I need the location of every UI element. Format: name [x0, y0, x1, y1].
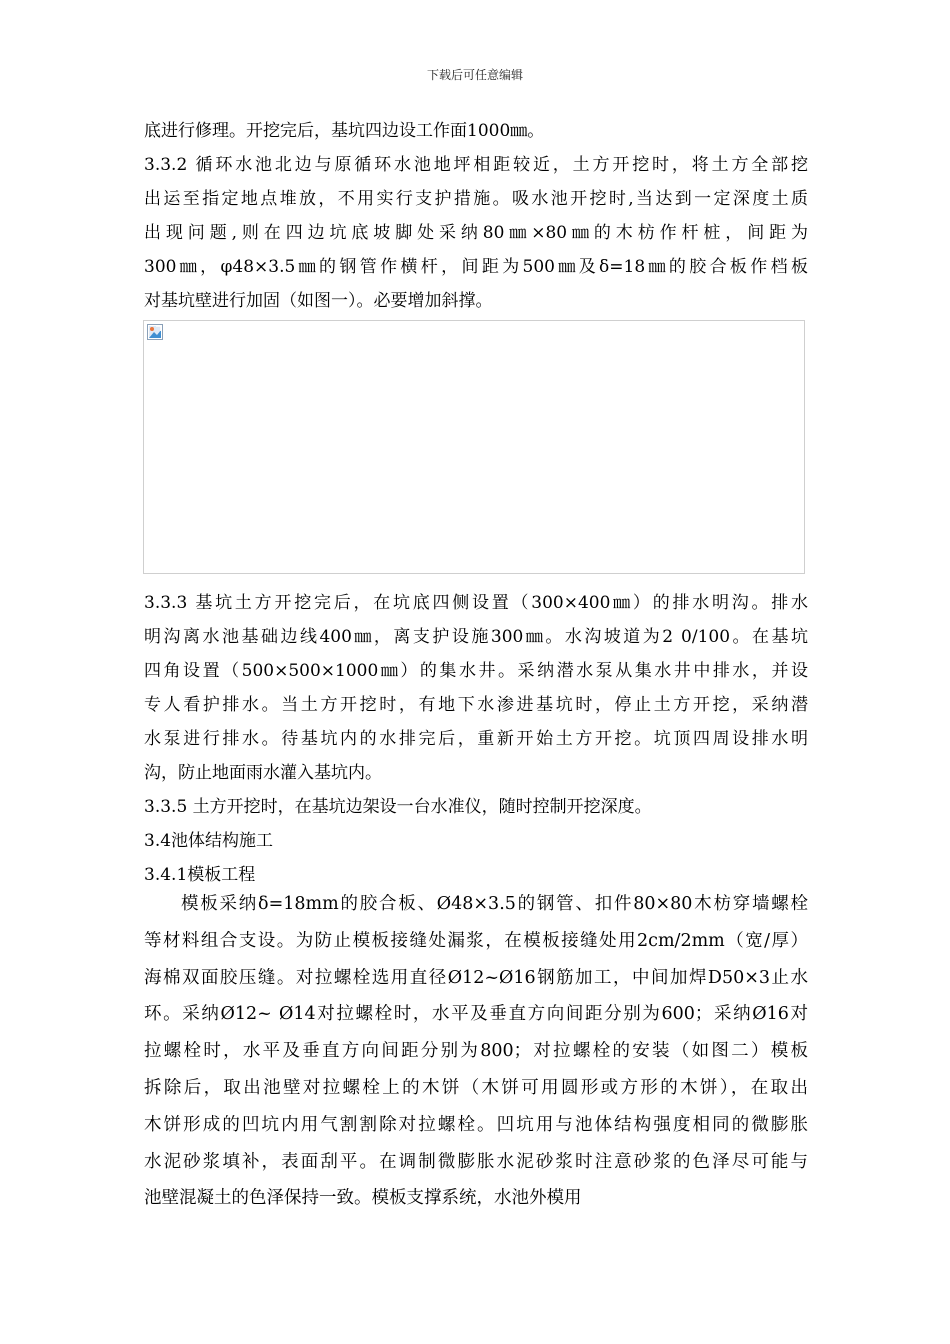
text-line: 对基坑壁进行加固（如图一）。必要增加斜撑。 [144, 291, 493, 311]
text-line: 四角设置（500×500×1000㎜）的集水井。采纳潜水泵从集水井中排水，并设 [144, 661, 808, 681]
text-line: 3.3.3 基坑土方开挖完后，在坑底四侧设置（300×400㎜）的排水明沟。排水 [144, 593, 808, 613]
text-line: 出运至指定地点堆放，不用实行支护措施。吸水池开挖时,当达到一定深度土质 [144, 189, 808, 209]
section-3-3-5: 3.3.5 土方开挖时，在基坑边架设一台水准仪，随时控制开挖深度。 [144, 797, 652, 817]
text-line: 木饼形成的凹坑内用气割割除对拉螺栓。凹坑用与池体结构强度相同的微膨胀 [144, 1114, 808, 1135]
section-3-3-2 [144, 114, 808, 318]
text-line: 明沟离水池基础边线400㎜，离支护设施300㎜。水沟坡道为2 0/100。在基坑 [144, 627, 808, 647]
text-line: 水泵进行排水。待基坑内的水排完后，重新开始土方开挖。坑顶四周设排水明 [144, 729, 808, 749]
text-line: 3.3.2 循环水池北边与原循环水池地坪相距较近，土方开挖时，将土方全部挖 [144, 155, 808, 175]
text-line: 出现问题,则在四边坑底坡脚处采纳80㎜×80㎜的木枋作杆桩，间距为 [144, 223, 808, 243]
text-line: 水泥砂浆填补，表面刮平。在调制微膨胀水泥砂浆时注意砂浆的色泽尽可能与 [144, 1151, 808, 1172]
figure-1-placeholder [143, 320, 805, 574]
text-line: 等材料组合支设。为防止模板接缝处漏浆，在模板接缝处用2cm/2mm（宽/厚） [144, 930, 808, 951]
text-line: 300㎜，φ48×3.5㎜的钢管作横杆，间距为500㎜及δ=18㎜的胶合板作档板 [144, 257, 808, 277]
text-line: 拆除后，取出池壁对拉螺栓上的木饼（木饼可用圆形或方形的木饼），在取出 [144, 1077, 808, 1098]
text-line: 专人看护排水。当土方开挖时，有地下水渗进基坑时，停止土方开挖，采纳潜 [144, 695, 808, 715]
section-3-3-3 [144, 586, 808, 892]
text-line: 池壁混凝土的色泽保持一致。模板支撑系统，水池外模用 [144, 1188, 582, 1209]
text-line: 环。采纳Ø12~ Ø14对拉螺栓时，水平及垂直方向间距分别为600；采纳Ø16对 [144, 1004, 808, 1025]
text-line: 沟，防止地面雨水灌入基坑内。 [144, 763, 382, 783]
broken-image-icon [147, 324, 163, 340]
formwork-paragraph [144, 886, 808, 1217]
heading-3-4: 3.4池体结构施工 [144, 831, 274, 851]
page-header: 下载后可任意编辑 [426, 68, 523, 82]
text-line: 底进行修理。开挖完后，基坑四边设工作面1000㎜。 [144, 121, 545, 141]
text-line: 模板采纳δ=18mm的胶合板、Ø48×3.5的钢管、扣件80×80木枋穿墙螺栓 [181, 894, 808, 914]
heading-3-4-1: 3.4.1模板工程 [144, 865, 256, 885]
text-line: 拉螺栓时，水平及垂直方向间距分别为800；对拉螺栓的安装（如图二）模板 [144, 1041, 808, 1062]
text-line: 海棉双面胶压缝。对拉螺栓选用直径Ø12~Ø16钢筋加工，中间加焊D50×3止水 [144, 967, 808, 988]
